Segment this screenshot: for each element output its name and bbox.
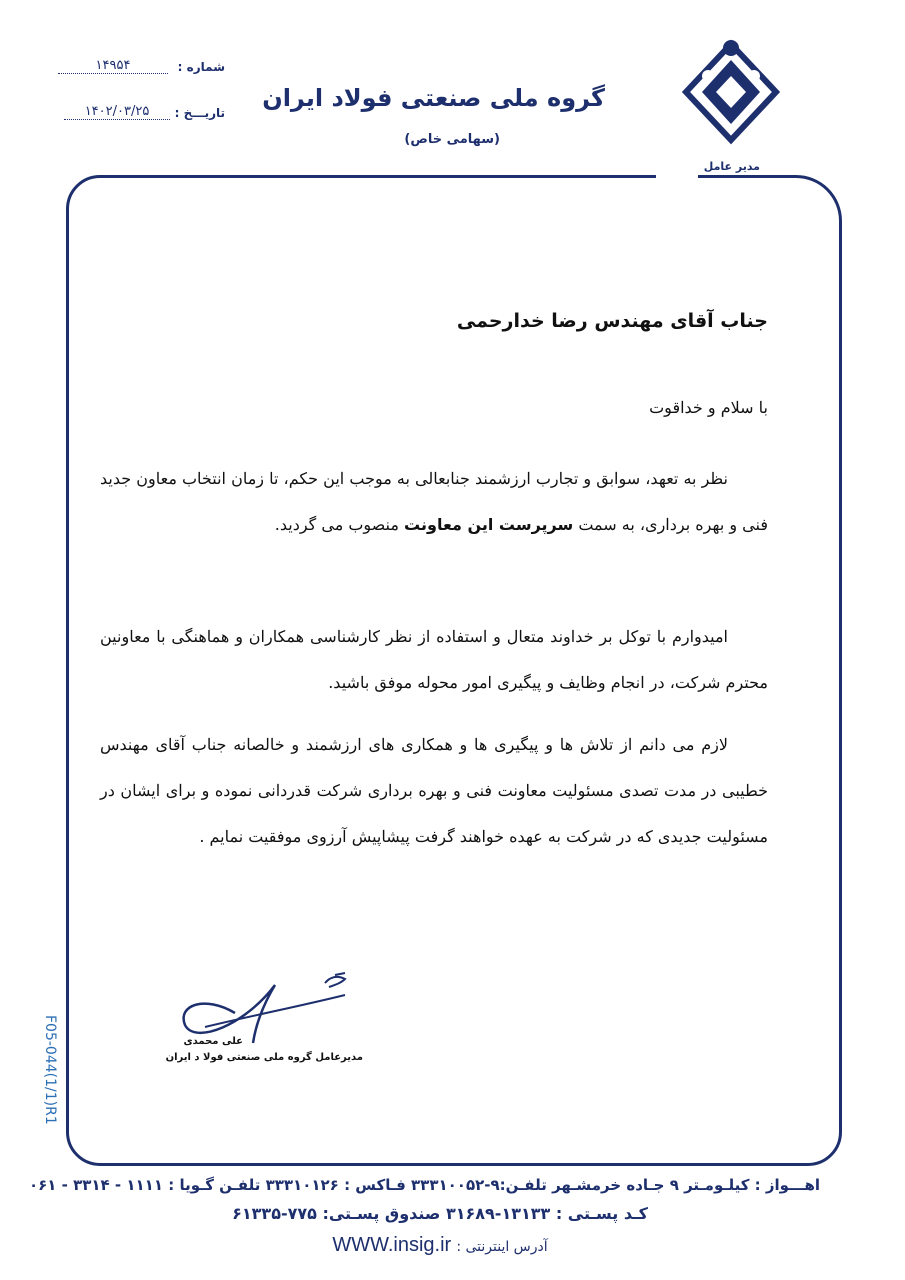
company-name: گروه ملی صنعتی فولاد ایران <box>262 84 605 112</box>
paragraph-3: لازم می دانم از تلاش ها و پیگیری ها و همکاری های ارزشمند و خالصانه جناب آقای مهندس خطیبی در مدت تصدی مسئولیت معاونت فنی و بهره برداری شرکت قدردانی نموده و برای ایشان در مسئولیت جدیدی که در شرکت به عهده خواهند گرفت پیشاپیش آرزوی موفقیت نمایم . <box>100 735 768 846</box>
paragraph-1-end: منصوب می گردید. <box>274 515 405 534</box>
paragraph-1 <box>100 456 768 548</box>
date-value: ۱۴۰۲/۰۳/۲۵ <box>64 104 170 120</box>
signature-graphic <box>175 965 365 1045</box>
date-label: تاریـــخ : <box>174 106 225 120</box>
website-label: آدرس اینترنتی : <box>456 1239 548 1255</box>
addressee: جناب آقای مهندس رضا خدارحمی <box>456 310 768 332</box>
footer-address: اهـــواز : کیلـومـتر ۹ جـاده خرمشـهر تلفـن:۹-۳۳۳۱۰۰۵۲ فـاکس : ۳۳۳۱۰۱۲۶ تلفـن گـویا : ۱۱۱۱ - ۳۳۱۴ - ۰۶۱ <box>28 1176 820 1194</box>
number-label: شماره : <box>177 60 225 74</box>
company-logo <box>678 36 784 148</box>
footer-website-row <box>60 1234 820 1257</box>
logo-caption: مدیر عامل <box>703 160 760 173</box>
number-value: ۱۴۹۵۴ <box>58 58 168 74</box>
form-code: F05-044(1/1)R1 <box>42 1015 58 1125</box>
footer-postal: کـد پسـتی : ۱۳۱۳۳-۳۱۶۸۹ صندوق پسـتی: ۷۷۵-۶۱۳۳۵ <box>232 1204 648 1223</box>
greeting: با سلام و خداقوت <box>649 398 768 417</box>
paragraph-2: امیدوارم با توکل بر خداوند متعال و استفاده از نظر کارشناسی همکاران و هماهنگی با معاونین محترم شرکت، در انجام وظایف و پیگیری امور محوله موفق باشید. <box>100 627 768 692</box>
frame-gap <box>656 168 698 182</box>
signer-name: علی محمدی <box>183 1036 243 1047</box>
paragraph-1-text: نظر به تعهد، سوابق و تجارب ارزشمند جنابعالی به موجب این حکم، تا زمان انتخاب معاون جدید فنی و بهره برداری، به سمت <box>100 469 768 534</box>
company-type: (سهامی خاص) <box>404 132 500 147</box>
paragraph-1-bold: سرپرست این معاونت <box>404 515 574 534</box>
website-link[interactable]: WWW.insig.ir <box>332 1234 452 1256</box>
signer-title: مدیرعامل گروه ملی صنعتی فولا د ایران <box>165 1052 363 1063</box>
